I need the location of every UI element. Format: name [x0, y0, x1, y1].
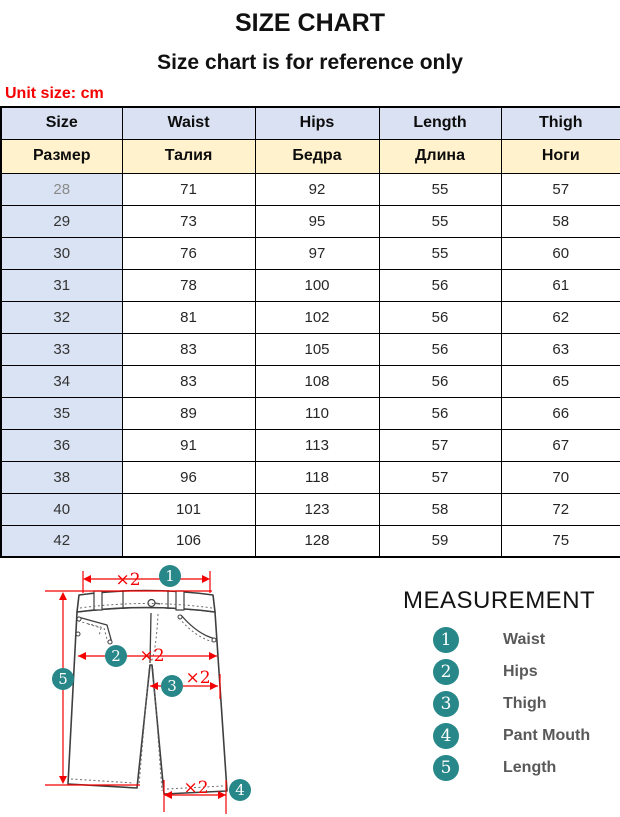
value-cell: 83 — [122, 365, 255, 397]
size-cell: 32 — [1, 301, 122, 333]
value-cell: 56 — [379, 365, 501, 397]
size-cell: 31 — [1, 269, 122, 301]
value-cell: 71 — [122, 173, 255, 205]
size-table-body — [1, 173, 620, 557]
value-cell: 106 — [122, 525, 255, 557]
size-cell: 40 — [1, 493, 122, 525]
legend-item — [403, 688, 618, 720]
value-cell: 96 — [122, 461, 255, 493]
column-header-ru: Длина — [379, 139, 501, 173]
legend-number-badge: 2 — [433, 659, 459, 685]
value-cell: 113 — [255, 429, 379, 461]
table-row — [1, 269, 620, 301]
value-cell: 65 — [501, 365, 620, 397]
svg-text:3: 3 — [167, 677, 177, 695]
value-cell: 62 — [501, 301, 620, 333]
legend-title: MEASUREMENT — [403, 587, 596, 614]
value-cell: 59 — [379, 525, 501, 557]
button — [148, 600, 155, 607]
value-cell: 100 — [255, 269, 379, 301]
table-row — [1, 173, 620, 205]
times2-label: ×2 — [185, 668, 211, 688]
legend-number-badge: 5 — [433, 755, 459, 781]
column-header-ru: Талия — [122, 139, 255, 173]
size-cell: 34 — [1, 365, 122, 397]
header-row-russian — [1, 139, 620, 173]
value-cell: 97 — [255, 237, 379, 269]
value-cell: 95 — [255, 205, 379, 237]
legend-item — [403, 752, 618, 784]
svg-text:5: 5 — [58, 670, 68, 688]
size-cell: 36 — [1, 429, 122, 461]
value-cell: 110 — [255, 397, 379, 429]
table-row — [1, 237, 620, 269]
legend-label: Waist — [503, 631, 546, 648]
value-cell: 55 — [379, 173, 501, 205]
column-header-ru: Бедра — [255, 139, 379, 173]
value-cell: 76 — [122, 237, 255, 269]
value-cell: 56 — [379, 397, 501, 429]
value-cell: 66 — [501, 397, 620, 429]
value-cell: 58 — [379, 493, 501, 525]
size-cell: 30 — [1, 237, 122, 269]
size-cell: 29 — [1, 205, 122, 237]
value-cell: 56 — [379, 269, 501, 301]
size-cell: 28 — [1, 173, 122, 205]
size-table — [0, 106, 620, 558]
belt-loop — [176, 591, 184, 610]
value-cell: 102 — [255, 301, 379, 333]
legend-item — [403, 656, 618, 688]
unit-note: Unit size: cm — [5, 85, 104, 102]
legend-label: Thigh — [503, 695, 547, 712]
column-header-en: Hips — [255, 107, 379, 139]
value-cell: 55 — [379, 237, 501, 269]
size-cell: 35 — [1, 397, 122, 429]
page-title: SIZE CHART — [235, 9, 385, 37]
size-table-head — [1, 107, 620, 173]
value-cell: 92 — [255, 173, 379, 205]
page-subtitle: Size chart is for reference only — [157, 51, 463, 74]
legend-items — [403, 624, 618, 784]
value-cell: 83 — [122, 333, 255, 365]
measurement-section — [0, 562, 620, 817]
size-cell: 38 — [1, 461, 122, 493]
legend-item — [403, 624, 618, 656]
value-cell: 56 — [379, 301, 501, 333]
value-cell: 73 — [122, 205, 255, 237]
table-row — [1, 397, 620, 429]
value-cell: 56 — [379, 333, 501, 365]
times2-label: ×2 — [139, 646, 165, 666]
value-cell: 67 — [501, 429, 620, 461]
value-cell: 89 — [122, 397, 255, 429]
column-header-en: Thigh — [501, 107, 620, 139]
legend-label: Length — [503, 759, 557, 776]
column-header-ru: Размер — [1, 139, 122, 173]
legend-number-badge: 4 — [433, 723, 459, 749]
value-cell: 57 — [379, 461, 501, 493]
column-header-en: Waist — [122, 107, 255, 139]
value-cell: 70 — [501, 461, 620, 493]
header-row-english — [1, 107, 620, 139]
times2-label: ×2 — [115, 570, 141, 590]
times2-label: ×2 — [183, 778, 209, 798]
legend-number-badge: 1 — [433, 627, 459, 653]
table-row — [1, 301, 620, 333]
legend-number-badge: 3 — [433, 691, 459, 717]
value-cell: 63 — [501, 333, 620, 365]
shorts-diagram — [0, 562, 340, 817]
table-row — [1, 493, 620, 525]
value-cell: 108 — [255, 365, 379, 397]
column-header-en: Length — [379, 107, 501, 139]
table-row — [1, 429, 620, 461]
legend-item — [403, 720, 618, 752]
size-cell: 42 — [1, 525, 122, 557]
size-cell: 33 — [1, 333, 122, 365]
table-row — [1, 333, 620, 365]
value-cell: 123 — [255, 493, 379, 525]
table-row — [1, 525, 620, 557]
value-cell: 57 — [501, 173, 620, 205]
value-cell: 58 — [501, 205, 620, 237]
legend-label: Pant Mouth — [503, 727, 591, 744]
svg-text:2: 2 — [111, 647, 121, 665]
value-cell: 72 — [501, 493, 620, 525]
svg-text:1: 1 — [165, 567, 175, 585]
value-cell: 61 — [501, 269, 620, 301]
value-cell: 101 — [122, 493, 255, 525]
value-cell: 57 — [379, 429, 501, 461]
value-cell: 81 — [122, 301, 255, 333]
value-cell: 118 — [255, 461, 379, 493]
value-cell: 105 — [255, 333, 379, 365]
waist-arrow — [83, 570, 210, 593]
column-header-ru: Ноги — [501, 139, 620, 173]
svg-text:4: 4 — [235, 781, 245, 799]
value-cell: 55 — [379, 205, 501, 237]
table-row — [1, 365, 620, 397]
value-cell: 60 — [501, 237, 620, 269]
value-cell: 75 — [501, 525, 620, 557]
table-row — [1, 205, 620, 237]
belt-loop — [94, 591, 102, 610]
value-cell: 78 — [122, 269, 255, 301]
value-cell: 128 — [255, 525, 379, 557]
table-row — [1, 461, 620, 493]
legend-label: Hips — [503, 663, 538, 680]
column-header-en: Size — [1, 107, 122, 139]
value-cell: 91 — [122, 429, 255, 461]
measurement-legend — [403, 586, 618, 784]
